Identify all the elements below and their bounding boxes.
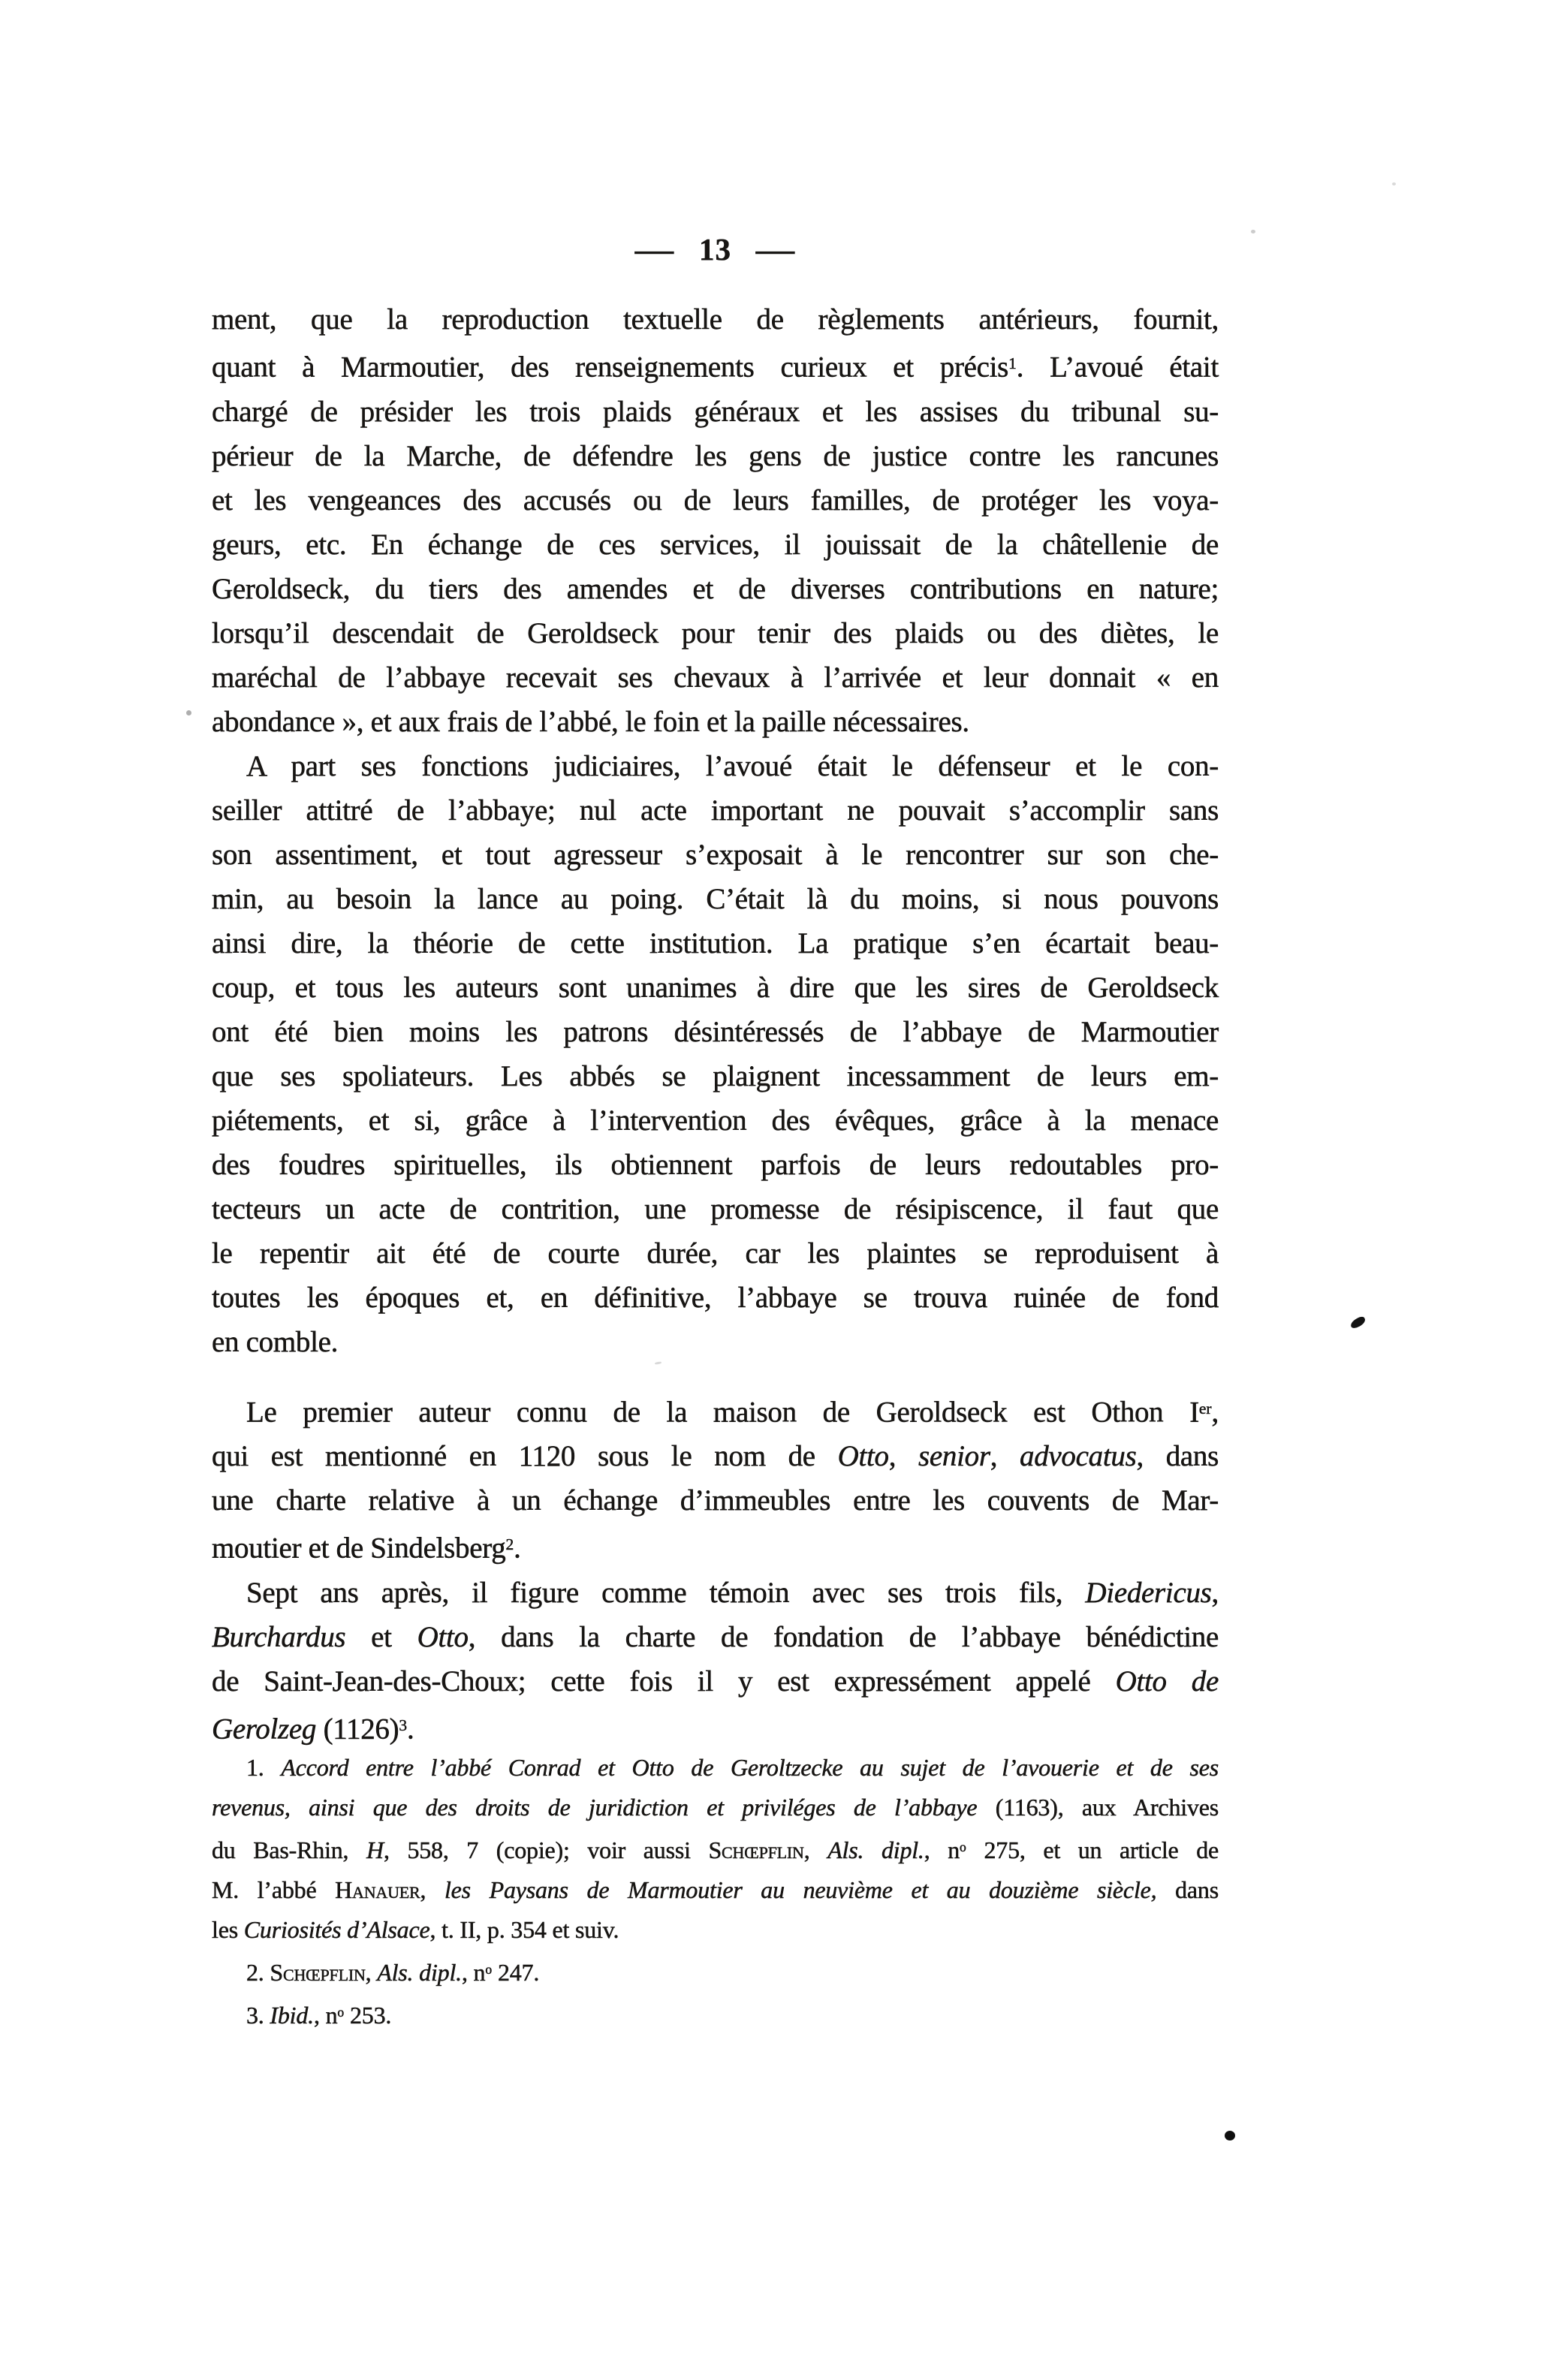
text-run: et bbox=[345, 1621, 417, 1654]
text-line bbox=[212, 611, 1219, 655]
header-right-dash: — bbox=[755, 232, 796, 267]
text-line bbox=[212, 1704, 1219, 1752]
text-line bbox=[212, 1870, 1219, 1910]
text-run: , 558, 7 (copie); voir aussi bbox=[383, 1836, 709, 1863]
italic-text: Als. dipl. bbox=[377, 1958, 462, 1986]
text-run: lorsqu’il descendait de Geroldseck pour tenir des plaids ou des diètes, le bbox=[212, 616, 1219, 649]
text-run: périeur de la Marche, de défendre les gens de justice contre les rancunes bbox=[212, 439, 1219, 472]
text-line bbox=[212, 1387, 1219, 1435]
text-run: , bbox=[365, 1958, 378, 1986]
italic-text: Otto bbox=[837, 1440, 889, 1473]
text-line bbox=[212, 390, 1219, 434]
text-run: , bbox=[888, 1440, 919, 1473]
text-run: , dans bbox=[1136, 1440, 1219, 1473]
superscript-ref: er bbox=[1198, 1399, 1212, 1417]
text-run: . L’avoué était bbox=[1016, 351, 1219, 384]
text-run: , bbox=[1211, 1396, 1219, 1429]
text-line bbox=[212, 700, 1219, 744]
text-run: le repentir ait été de courte durée, car les plaintes se reproduisent à bbox=[212, 1237, 1219, 1270]
text-run: , bbox=[803, 1836, 828, 1863]
page-header bbox=[212, 231, 1219, 267]
text-line bbox=[212, 1010, 1219, 1054]
text-run: (1126) bbox=[316, 1713, 399, 1746]
text-line bbox=[212, 877, 1219, 921]
text-line bbox=[212, 921, 1219, 966]
text-run: . bbox=[407, 1713, 414, 1746]
text-line bbox=[212, 1276, 1219, 1320]
page-number: 13 bbox=[699, 232, 731, 267]
text-line bbox=[212, 833, 1219, 877]
text-run: , bbox=[1211, 1577, 1219, 1610]
italic-text: Ibid. bbox=[270, 2001, 314, 2029]
footnotes-block bbox=[212, 1748, 1219, 2035]
text-run: (1163), aux Archives bbox=[995, 1794, 1219, 1821]
text-run: piétements, et si, grâce à l’intervention des évêques, grâce à la menace bbox=[212, 1104, 1219, 1137]
text-run: , dans la charte de fondation de l’abbaye bénédictine bbox=[468, 1621, 1219, 1654]
italic-text: Diedericus bbox=[1085, 1577, 1212, 1610]
text-run: geurs, etc. En échange de ces services, il jouissait de la châtellenie de bbox=[212, 528, 1219, 561]
italic-text: Als. dipl. bbox=[827, 1836, 924, 1863]
smallcaps-text: Schœpflin bbox=[708, 1836, 804, 1863]
text-line bbox=[212, 1478, 1219, 1523]
text-run: chargé de présider les trois plaids généraux et les assises du tribunal su- bbox=[212, 395, 1219, 428]
paragraph-1 bbox=[212, 297, 1219, 744]
paragraph-2 bbox=[212, 744, 1219, 1364]
text-run: , n bbox=[461, 1958, 486, 1986]
text-line bbox=[212, 1434, 1219, 1478]
ink-dot bbox=[1225, 2131, 1235, 2140]
text-run: de Saint-Jean-des-Choux; cette fois il y est expressément appelé bbox=[212, 1665, 1116, 1698]
text-run: ment, que la reproduction textuelle de règlements antérieurs, fournit, bbox=[212, 303, 1219, 336]
text-run: 2. bbox=[246, 1958, 270, 1986]
paragraph-3 bbox=[212, 1387, 1219, 1571]
text-line bbox=[212, 478, 1219, 523]
text-run: maréchal de l’abbaye recevait ses chevaux à l’arrivée et leur donnait « en bbox=[212, 661, 1219, 694]
italic-text: revenus, ainsi que des droits de juridiction et priviléges de l’abbaye bbox=[212, 1794, 996, 1821]
header-left-dash: — bbox=[634, 232, 675, 267]
ink-speck bbox=[1392, 182, 1396, 185]
text-line bbox=[212, 1143, 1219, 1187]
text-run: que ses spoliateurs. Les abbés se plaignent incessamment de leurs em- bbox=[212, 1059, 1219, 1092]
ink-speck bbox=[1251, 230, 1255, 233]
text-line bbox=[212, 1659, 1219, 1704]
text-run: 247. bbox=[492, 1958, 540, 1986]
text-line bbox=[212, 788, 1219, 833]
text-run: 1. bbox=[246, 1754, 282, 1781]
text-run: moutier et de Sindelsberg bbox=[212, 1532, 506, 1565]
smallcaps-text: Schœpflin bbox=[270, 1958, 366, 1986]
text-run: qui est mentionné en 1120 sous le nom de bbox=[212, 1440, 838, 1473]
italic-text: Burchardus bbox=[212, 1621, 346, 1654]
italic-text: advocatus bbox=[1020, 1440, 1137, 1473]
text-line bbox=[212, 1571, 1219, 1615]
text-line bbox=[212, 1615, 1219, 1659]
italic-text: Otto bbox=[417, 1621, 469, 1654]
text-line bbox=[212, 1950, 1219, 1993]
text-run: 253. bbox=[344, 2001, 392, 2029]
text-line bbox=[212, 567, 1219, 611]
text-line bbox=[212, 1827, 1219, 1870]
text-line bbox=[212, 1054, 1219, 1098]
italic-text: les Paysans de Marmoutier au neuvième et au douzième siècle, bbox=[444, 1875, 1157, 1903]
text-run: toutes les époques et, en définitive, l’abbaye se trouva ruinée de fond bbox=[212, 1281, 1219, 1314]
text-run: tecteurs un acte de contrition, une promesse de résipiscence, il faut que bbox=[212, 1192, 1219, 1225]
superscript-ref: 3 bbox=[399, 1716, 408, 1735]
ink-speck bbox=[186, 710, 191, 716]
text-run: en comble. bbox=[212, 1325, 339, 1358]
text-run: Geroldseck, du tiers des amendes et de diverses contributions en nature; bbox=[212, 572, 1219, 605]
ink-blob bbox=[1349, 1315, 1367, 1330]
text-run: ainsi dire, la théorie de cette institution. La pratique s’en écartait beau- bbox=[212, 926, 1219, 960]
text-run: des foudres spirituelles, ils obtiennent parfois de leurs redoutables pro- bbox=[212, 1148, 1219, 1181]
text-run: son assentiment, et tout agresseur s’exposait à le rencontrer sur son che- bbox=[212, 838, 1219, 871]
text-run: , bbox=[990, 1440, 1020, 1473]
italic-text: Otto de bbox=[1115, 1665, 1219, 1698]
text-line bbox=[212, 744, 1219, 788]
text-run: abondance », et aux frais de l’abbé, le foin et la paille nécessaires. bbox=[212, 705, 969, 738]
text-run: du Bas-Rhin, bbox=[212, 1836, 367, 1863]
text-line bbox=[212, 1910, 1219, 1950]
text-run: ont été bien moins les patrons désintéressés de l’abbaye de Marmoutier bbox=[212, 1015, 1219, 1048]
text-line bbox=[212, 1523, 1219, 1571]
italic-text: Curiosités d’Alsace bbox=[243, 1915, 430, 1943]
text-run: A part ses fonctions judiciaires, l’avoué était le défenseur et le con- bbox=[246, 749, 1219, 782]
text-line bbox=[212, 1748, 1219, 1788]
text-run: Sept ans après, il figure comme témoin avec ses trois fils, bbox=[246, 1577, 1086, 1610]
text-run: min, au besoin la lance au poing. C’était là du moins, si nous pouvons bbox=[212, 882, 1219, 915]
text-line bbox=[212, 966, 1219, 1010]
text-run: dans bbox=[1156, 1875, 1219, 1903]
text-run: et les vengeances des accusés ou de leurs familles, de protéger les voya- bbox=[212, 484, 1219, 517]
superscript-ref: o bbox=[485, 1961, 493, 1977]
text-run: coup, et tous les auteurs sont unanimes à dire que les sires de Geroldseck bbox=[212, 971, 1219, 1004]
text-line bbox=[212, 342, 1219, 390]
text-line bbox=[212, 297, 1219, 342]
superscript-ref: o bbox=[960, 1839, 966, 1854]
text-run: 275, et un article de bbox=[966, 1836, 1219, 1863]
text-line bbox=[212, 1788, 1219, 1827]
text-line bbox=[212, 1231, 1219, 1276]
text-run: une charte relative à un échange d’immeubles entre les couvents de Mar- bbox=[212, 1484, 1219, 1517]
italic-text: Accord entre l’abbé Conrad et Otto de Geroltzecke au sujet de l’avouerie et de ses bbox=[281, 1754, 1219, 1781]
text-run: quant à Marmoutier, des renseignements curieux et précis bbox=[212, 351, 1009, 384]
smallcaps-text: Hanauer bbox=[335, 1875, 420, 1903]
superscript-ref: o bbox=[337, 2004, 345, 2020]
italic-text: H bbox=[366, 1836, 384, 1863]
footnote-1 bbox=[212, 1748, 1219, 1950]
text-line bbox=[212, 523, 1219, 567]
text-run: les bbox=[212, 1915, 244, 1943]
text-line bbox=[212, 655, 1219, 700]
footnote-2 bbox=[212, 1950, 1219, 1993]
text-line bbox=[212, 1098, 1219, 1143]
text-run: , bbox=[420, 1875, 445, 1903]
superscript-ref: 1 bbox=[1008, 354, 1017, 372]
text-run: , n bbox=[924, 1836, 960, 1863]
text-line bbox=[212, 434, 1219, 478]
superscript-ref: 2 bbox=[505, 1535, 514, 1554]
text-run: , n bbox=[313, 2001, 338, 2029]
footnote-3 bbox=[212, 1993, 1219, 2035]
text-run: Le premier auteur connu de la maison de Geroldseck est Othon I bbox=[246, 1396, 1199, 1429]
text-run: 3. bbox=[246, 2001, 270, 2029]
text-line bbox=[212, 1993, 1219, 2035]
italic-text: Gerolzeg bbox=[212, 1713, 317, 1746]
text-run: . bbox=[514, 1532, 521, 1565]
text-run: M. l’abbé bbox=[212, 1875, 336, 1903]
main-text-block bbox=[212, 297, 1219, 1752]
text-line bbox=[212, 1187, 1219, 1231]
text-line bbox=[212, 1320, 1219, 1364]
text-run: seiller attitré de l’abbaye; nul acte important ne pouvait s’accomplir sans bbox=[212, 794, 1219, 827]
text-run: , t. II, p. 354 et suiv. bbox=[429, 1915, 619, 1943]
paragraph-4 bbox=[212, 1571, 1219, 1752]
italic-text: senior bbox=[918, 1440, 990, 1473]
